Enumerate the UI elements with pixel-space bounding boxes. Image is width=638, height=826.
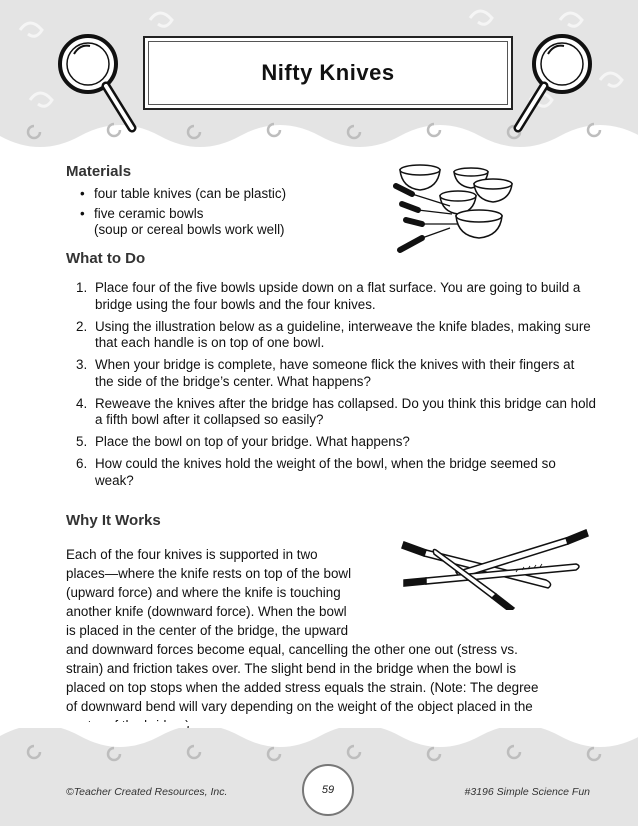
list-item: • five ceramic bowls (soup or cereal bowls work well) (80, 206, 285, 237)
magnifier-right-icon (508, 30, 598, 140)
materials-subnote: (soup or cereal bowls work well) (94, 222, 285, 237)
list-item: • four table knives (can be plastic) (80, 186, 287, 201)
what-to-do-heading: What to Do (66, 250, 146, 267)
footer-copyright: ©Teacher Created Resources, Inc. (66, 786, 228, 798)
materials-heading: Materials (66, 163, 132, 180)
list-item: 3. When your bridge is complete, have someone flick the knives with their fingers at the side of the bridge’s center. What happens? (76, 357, 575, 389)
list-item: 6. How could the knives hold the weight of the bowl, when the bridge seemed so weak? (76, 456, 556, 488)
footer-book-title: #3196 Simple Science Fun (464, 786, 590, 798)
page-number: 59 (302, 764, 354, 816)
magnifier-left-icon (52, 30, 142, 140)
why-it-works-paragraph: Each of the four knives is supported in two places—where the knife rests on top of the bowl (upward force) and where the knife is touching another knife (downward force). When the bowl is placed in the center of the bridge, the upward and downward forces become equal, cancelling the other one out (stress vs. strain) and friction takes over. The slight bend in the bridge when the bowl is placed on top stops when the added stress equals the strain. (Note: The degree of downward bend will vary depending on the weight of the object placed in the (66, 547, 539, 714)
knife-bridge-illustration (396, 520, 592, 610)
title-box (143, 36, 513, 110)
steps-list (76, 280, 596, 495)
list-item: 1. Place four of the five bowls upside down on a flat surface. You are going to build a bridge using the four bowls and the four knives. (76, 280, 581, 312)
footer-wave-edge (0, 722, 638, 762)
list-item: 4. Reweave the knives after the bridge has collapsed. Do you think this bridge can hold a fifth bowl after it collapsed so easily? (76, 395, 596, 427)
page-title: Nifty Knives (261, 60, 395, 85)
why-it-works-heading: Why It Works (66, 512, 161, 529)
bowls-knives-illustration (392, 158, 522, 258)
list-item: 2. Using the illustration below as a guideline, interweave the knife blades, making sure that each handle is on top of one bowl. (76, 318, 591, 350)
list-item: 5. Place the bowl on top of your bridge. What happens? (76, 434, 410, 449)
materials-list (80, 186, 286, 242)
